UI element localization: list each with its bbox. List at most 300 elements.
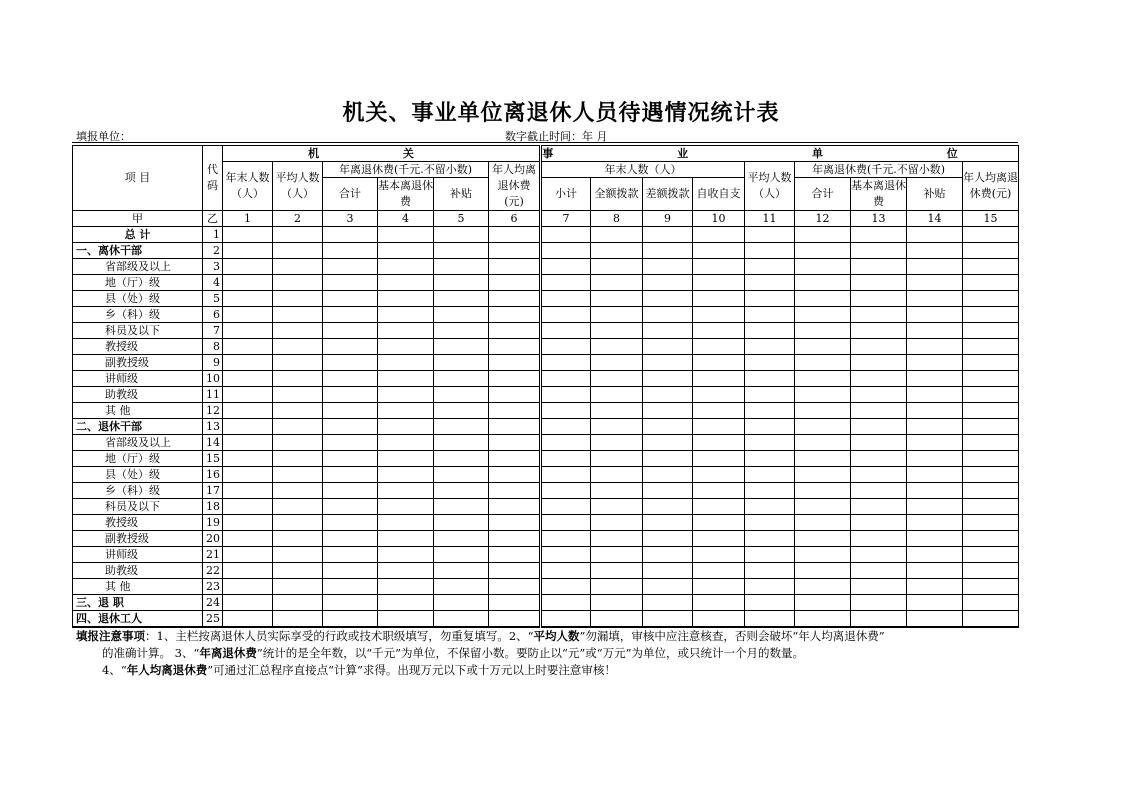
data-cell[interactable]	[223, 371, 273, 387]
data-cell[interactable]	[273, 291, 323, 307]
data-cell[interactable]	[851, 483, 907, 499]
data-cell[interactable]	[591, 227, 643, 243]
data-cell[interactable]	[795, 499, 851, 515]
data-cell[interactable]	[434, 515, 489, 531]
data-cell[interactable]	[851, 435, 907, 451]
data-cell[interactable]	[378, 483, 434, 499]
data-cell[interactable]	[745, 259, 795, 275]
data-cell[interactable]	[963, 307, 1019, 323]
data-cell[interactable]	[963, 243, 1019, 259]
data-cell[interactable]	[907, 547, 963, 563]
data-cell[interactable]	[489, 387, 541, 403]
data-cell[interactable]	[643, 371, 693, 387]
data-cell[interactable]	[323, 611, 378, 628]
data-cell[interactable]	[963, 227, 1019, 243]
data-cell[interactable]	[223, 291, 273, 307]
data-cell[interactable]	[591, 355, 643, 371]
data-cell[interactable]	[693, 547, 745, 563]
data-cell[interactable]	[643, 563, 693, 579]
data-cell[interactable]	[643, 595, 693, 611]
data-cell[interactable]	[378, 291, 434, 307]
data-cell[interactable]	[643, 611, 693, 628]
data-cell[interactable]	[489, 435, 541, 451]
data-cell[interactable]	[223, 547, 273, 563]
data-cell[interactable]	[795, 307, 851, 323]
data-cell[interactable]	[795, 419, 851, 435]
data-cell[interactable]	[591, 435, 643, 451]
data-cell[interactable]	[323, 323, 378, 339]
data-cell[interactable]	[434, 307, 489, 323]
data-cell[interactable]	[795, 467, 851, 483]
data-cell[interactable]	[907, 499, 963, 515]
data-cell[interactable]	[378, 403, 434, 419]
data-cell[interactable]	[541, 515, 591, 531]
data-cell[interactable]	[541, 611, 591, 628]
data-cell[interactable]	[489, 403, 541, 419]
data-cell[interactable]	[378, 243, 434, 259]
data-cell[interactable]	[963, 499, 1019, 515]
data-cell[interactable]	[434, 403, 489, 419]
data-cell[interactable]	[693, 515, 745, 531]
data-cell[interactable]	[323, 259, 378, 275]
data-cell[interactable]	[541, 451, 591, 467]
data-cell[interactable]	[745, 323, 795, 339]
data-cell[interactable]	[541, 435, 591, 451]
data-cell[interactable]	[745, 467, 795, 483]
data-cell[interactable]	[323, 291, 378, 307]
data-cell[interactable]	[591, 387, 643, 403]
data-cell[interactable]	[963, 547, 1019, 563]
data-cell[interactable]	[851, 467, 907, 483]
data-cell[interactable]	[541, 547, 591, 563]
data-cell[interactable]	[223, 595, 273, 611]
data-cell[interactable]	[693, 307, 745, 323]
data-cell[interactable]	[795, 227, 851, 243]
data-cell[interactable]	[907, 291, 963, 307]
data-cell[interactable]	[223, 419, 273, 435]
data-cell[interactable]	[643, 515, 693, 531]
data-cell[interactable]	[591, 611, 643, 628]
data-cell[interactable]	[851, 227, 907, 243]
data-cell[interactable]	[643, 275, 693, 291]
data-cell[interactable]	[273, 547, 323, 563]
data-cell[interactable]	[745, 307, 795, 323]
data-cell[interactable]	[591, 563, 643, 579]
data-cell[interactable]	[693, 275, 745, 291]
data-cell[interactable]	[643, 435, 693, 451]
data-cell[interactable]	[541, 419, 591, 435]
data-cell[interactable]	[963, 515, 1019, 531]
data-cell[interactable]	[745, 579, 795, 595]
data-cell[interactable]	[273, 339, 323, 355]
data-cell[interactable]	[489, 371, 541, 387]
data-cell[interactable]	[378, 451, 434, 467]
data-cell[interactable]	[907, 531, 963, 547]
data-cell[interactable]	[323, 339, 378, 355]
data-cell[interactable]	[907, 355, 963, 371]
data-cell[interactable]	[434, 291, 489, 307]
data-cell[interactable]	[745, 339, 795, 355]
data-cell[interactable]	[963, 579, 1019, 595]
data-cell[interactable]	[378, 371, 434, 387]
data-cell[interactable]	[323, 547, 378, 563]
data-cell[interactable]	[591, 467, 643, 483]
data-cell[interactable]	[907, 579, 963, 595]
data-cell[interactable]	[851, 355, 907, 371]
data-cell[interactable]	[378, 275, 434, 291]
data-cell[interactable]	[851, 387, 907, 403]
data-cell[interactable]	[434, 419, 489, 435]
data-cell[interactable]	[851, 547, 907, 563]
data-cell[interactable]	[323, 563, 378, 579]
data-cell[interactable]	[273, 563, 323, 579]
data-cell[interactable]	[223, 435, 273, 451]
data-cell[interactable]	[323, 595, 378, 611]
data-cell[interactable]	[323, 403, 378, 419]
data-cell[interactable]	[963, 595, 1019, 611]
data-cell[interactable]	[323, 275, 378, 291]
data-cell[interactable]	[795, 563, 851, 579]
data-cell[interactable]	[378, 531, 434, 547]
data-cell[interactable]	[434, 435, 489, 451]
data-cell[interactable]	[591, 579, 643, 595]
data-cell[interactable]	[795, 323, 851, 339]
data-cell[interactable]	[591, 403, 643, 419]
data-cell[interactable]	[963, 451, 1019, 467]
data-cell[interactable]	[223, 611, 273, 628]
data-cell[interactable]	[273, 403, 323, 419]
data-cell[interactable]	[795, 355, 851, 371]
data-cell[interactable]	[378, 611, 434, 628]
data-cell[interactable]	[273, 243, 323, 259]
data-cell[interactable]	[223, 499, 273, 515]
data-cell[interactable]	[963, 483, 1019, 499]
data-cell[interactable]	[851, 371, 907, 387]
data-cell[interactable]	[643, 531, 693, 547]
data-cell[interactable]	[851, 499, 907, 515]
data-cell[interactable]	[963, 291, 1019, 307]
data-cell[interactable]	[489, 339, 541, 355]
data-cell[interactable]	[541, 387, 591, 403]
data-cell[interactable]	[378, 323, 434, 339]
data-cell[interactable]	[591, 595, 643, 611]
data-cell[interactable]	[907, 275, 963, 291]
data-cell[interactable]	[378, 435, 434, 451]
data-cell[interactable]	[851, 595, 907, 611]
data-cell[interactable]	[643, 355, 693, 371]
data-cell[interactable]	[378, 419, 434, 435]
data-cell[interactable]	[223, 387, 273, 403]
data-cell[interactable]	[378, 515, 434, 531]
data-cell[interactable]	[541, 579, 591, 595]
data-cell[interactable]	[693, 595, 745, 611]
data-cell[interactable]	[489, 291, 541, 307]
data-cell[interactable]	[745, 595, 795, 611]
data-cell[interactable]	[489, 579, 541, 595]
data-cell[interactable]	[795, 531, 851, 547]
data-cell[interactable]	[541, 355, 591, 371]
data-cell[interactable]	[489, 467, 541, 483]
data-cell[interactable]	[323, 483, 378, 499]
data-cell[interactable]	[693, 371, 745, 387]
data-cell[interactable]	[489, 227, 541, 243]
data-cell[interactable]	[223, 483, 273, 499]
data-cell[interactable]	[851, 243, 907, 259]
data-cell[interactable]	[323, 387, 378, 403]
data-cell[interactable]	[223, 563, 273, 579]
data-cell[interactable]	[795, 259, 851, 275]
data-cell[interactable]	[378, 227, 434, 243]
data-cell[interactable]	[273, 275, 323, 291]
data-cell[interactable]	[323, 435, 378, 451]
data-cell[interactable]	[851, 611, 907, 628]
data-cell[interactable]	[795, 339, 851, 355]
data-cell[interactable]	[745, 499, 795, 515]
data-cell[interactable]	[541, 323, 591, 339]
data-cell[interactable]	[434, 531, 489, 547]
data-cell[interactable]	[963, 435, 1019, 451]
data-cell[interactable]	[795, 275, 851, 291]
data-cell[interactable]	[273, 227, 323, 243]
data-cell[interactable]	[541, 275, 591, 291]
data-cell[interactable]	[434, 227, 489, 243]
data-cell[interactable]	[378, 579, 434, 595]
data-cell[interactable]	[795, 547, 851, 563]
data-cell[interactable]	[795, 515, 851, 531]
data-cell[interactable]	[693, 563, 745, 579]
data-cell[interactable]	[745, 355, 795, 371]
data-cell[interactable]	[223, 355, 273, 371]
data-cell[interactable]	[851, 419, 907, 435]
data-cell[interactable]	[643, 579, 693, 595]
data-cell[interactable]	[273, 579, 323, 595]
data-cell[interactable]	[963, 387, 1019, 403]
data-cell[interactable]	[273, 451, 323, 467]
data-cell[interactable]	[745, 547, 795, 563]
data-cell[interactable]	[693, 243, 745, 259]
data-cell[interactable]	[693, 355, 745, 371]
data-cell[interactable]	[223, 243, 273, 259]
data-cell[interactable]	[541, 259, 591, 275]
data-cell[interactable]	[963, 531, 1019, 547]
data-cell[interactable]	[907, 403, 963, 419]
data-cell[interactable]	[434, 259, 489, 275]
data-cell[interactable]	[489, 419, 541, 435]
data-cell[interactable]	[591, 307, 643, 323]
data-cell[interactable]	[591, 323, 643, 339]
data-cell[interactable]	[541, 371, 591, 387]
data-cell[interactable]	[795, 435, 851, 451]
data-cell[interactable]	[489, 259, 541, 275]
data-cell[interactable]	[591, 259, 643, 275]
data-cell[interactable]	[591, 499, 643, 515]
data-cell[interactable]	[963, 259, 1019, 275]
data-cell[interactable]	[378, 339, 434, 355]
data-cell[interactable]	[745, 403, 795, 419]
data-cell[interactable]	[745, 371, 795, 387]
data-cell[interactable]	[541, 291, 591, 307]
data-cell[interactable]	[907, 595, 963, 611]
data-cell[interactable]	[795, 371, 851, 387]
data-cell[interactable]	[273, 531, 323, 547]
data-cell[interactable]	[643, 387, 693, 403]
data-cell[interactable]	[643, 547, 693, 563]
data-cell[interactable]	[541, 595, 591, 611]
data-cell[interactable]	[745, 291, 795, 307]
data-cell[interactable]	[851, 259, 907, 275]
data-cell[interactable]	[489, 611, 541, 628]
data-cell[interactable]	[323, 579, 378, 595]
data-cell[interactable]	[643, 403, 693, 419]
data-cell[interactable]	[693, 435, 745, 451]
data-cell[interactable]	[643, 467, 693, 483]
data-cell[interactable]	[745, 227, 795, 243]
data-cell[interactable]	[907, 451, 963, 467]
data-cell[interactable]	[591, 419, 643, 435]
data-cell[interactable]	[489, 547, 541, 563]
data-cell[interactable]	[693, 403, 745, 419]
data-cell[interactable]	[851, 403, 907, 419]
data-cell[interactable]	[489, 483, 541, 499]
data-cell[interactable]	[745, 451, 795, 467]
data-cell[interactable]	[693, 499, 745, 515]
data-cell[interactable]	[643, 499, 693, 515]
data-cell[interactable]	[693, 451, 745, 467]
data-cell[interactable]	[963, 403, 1019, 419]
data-cell[interactable]	[963, 339, 1019, 355]
data-cell[interactable]	[273, 515, 323, 531]
data-cell[interactable]	[851, 291, 907, 307]
data-cell[interactable]	[851, 323, 907, 339]
data-cell[interactable]	[745, 531, 795, 547]
data-cell[interactable]	[323, 243, 378, 259]
data-cell[interactable]	[795, 611, 851, 628]
data-cell[interactable]	[273, 611, 323, 628]
data-cell[interactable]	[489, 499, 541, 515]
data-cell[interactable]	[489, 307, 541, 323]
data-cell[interactable]	[745, 243, 795, 259]
data-cell[interactable]	[323, 227, 378, 243]
data-cell[interactable]	[273, 595, 323, 611]
data-cell[interactable]	[963, 323, 1019, 339]
data-cell[interactable]	[223, 579, 273, 595]
data-cell[interactable]	[907, 243, 963, 259]
data-cell[interactable]	[693, 611, 745, 628]
data-cell[interactable]	[907, 419, 963, 435]
data-cell[interactable]	[851, 515, 907, 531]
data-cell[interactable]	[223, 307, 273, 323]
data-cell[interactable]	[693, 467, 745, 483]
data-cell[interactable]	[851, 579, 907, 595]
data-cell[interactable]	[434, 451, 489, 467]
data-cell[interactable]	[434, 339, 489, 355]
data-cell[interactable]	[489, 355, 541, 371]
data-cell[interactable]	[273, 259, 323, 275]
data-cell[interactable]	[223, 403, 273, 419]
data-cell[interactable]	[541, 307, 591, 323]
data-cell[interactable]	[378, 259, 434, 275]
data-cell[interactable]	[907, 307, 963, 323]
data-cell[interactable]	[907, 387, 963, 403]
data-cell[interactable]	[795, 243, 851, 259]
data-cell[interactable]	[907, 339, 963, 355]
data-cell[interactable]	[434, 387, 489, 403]
data-cell[interactable]	[907, 467, 963, 483]
data-cell[interactable]	[907, 483, 963, 499]
data-cell[interactable]	[795, 483, 851, 499]
data-cell[interactable]	[434, 467, 489, 483]
data-cell[interactable]	[541, 403, 591, 419]
data-cell[interactable]	[541, 499, 591, 515]
data-cell[interactable]	[273, 371, 323, 387]
data-cell[interactable]	[489, 595, 541, 611]
data-cell[interactable]	[273, 435, 323, 451]
data-cell[interactable]	[795, 403, 851, 419]
data-cell[interactable]	[907, 611, 963, 628]
data-cell[interactable]	[643, 451, 693, 467]
data-cell[interactable]	[541, 227, 591, 243]
data-cell[interactable]	[434, 371, 489, 387]
data-cell[interactable]	[907, 371, 963, 387]
data-cell[interactable]	[591, 531, 643, 547]
data-cell[interactable]	[378, 563, 434, 579]
data-cell[interactable]	[745, 611, 795, 628]
data-cell[interactable]	[643, 483, 693, 499]
data-cell[interactable]	[693, 339, 745, 355]
data-cell[interactable]	[643, 419, 693, 435]
data-cell[interactable]	[541, 531, 591, 547]
data-cell[interactable]	[693, 291, 745, 307]
data-cell[interactable]	[323, 499, 378, 515]
data-cell[interactable]	[223, 531, 273, 547]
data-cell[interactable]	[434, 563, 489, 579]
data-cell[interactable]	[963, 611, 1019, 628]
data-cell[interactable]	[541, 563, 591, 579]
data-cell[interactable]	[591, 291, 643, 307]
data-cell[interactable]	[745, 563, 795, 579]
data-cell[interactable]	[591, 547, 643, 563]
data-cell[interactable]	[223, 515, 273, 531]
data-cell[interactable]	[795, 579, 851, 595]
data-cell[interactable]	[745, 435, 795, 451]
data-cell[interactable]	[489, 243, 541, 259]
data-cell[interactable]	[795, 595, 851, 611]
data-cell[interactable]	[907, 435, 963, 451]
data-cell[interactable]	[273, 499, 323, 515]
data-cell[interactable]	[434, 611, 489, 628]
data-cell[interactable]	[378, 307, 434, 323]
data-cell[interactable]	[745, 515, 795, 531]
data-cell[interactable]	[591, 243, 643, 259]
data-cell[interactable]	[851, 275, 907, 291]
data-cell[interactable]	[489, 531, 541, 547]
data-cell[interactable]	[378, 547, 434, 563]
data-cell[interactable]	[907, 227, 963, 243]
data-cell[interactable]	[851, 563, 907, 579]
data-cell[interactable]	[541, 483, 591, 499]
data-cell[interactable]	[693, 387, 745, 403]
data-cell[interactable]	[693, 483, 745, 499]
data-cell[interactable]	[489, 323, 541, 339]
data-cell[interactable]	[434, 499, 489, 515]
data-cell[interactable]	[434, 275, 489, 291]
data-cell[interactable]	[434, 323, 489, 339]
data-cell[interactable]	[963, 467, 1019, 483]
data-cell[interactable]	[323, 515, 378, 531]
data-cell[interactable]	[643, 243, 693, 259]
data-cell[interactable]	[223, 323, 273, 339]
data-cell[interactable]	[591, 515, 643, 531]
